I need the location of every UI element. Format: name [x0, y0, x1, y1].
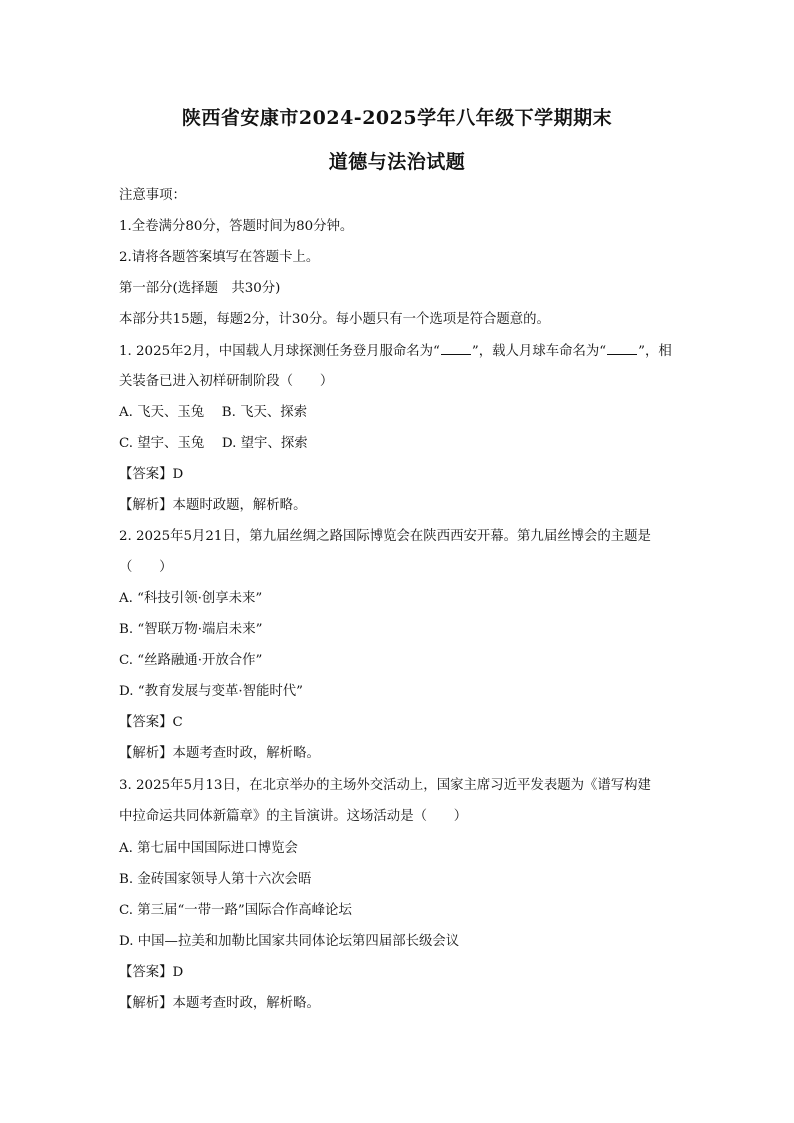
notes-heading: 注意事项：	[119, 188, 186, 203]
question-3-stem: 3. 2025年5月13日，在北京举办的主场外交活动上，国家主席习近平发表题为《谱写构建	[119, 778, 651, 793]
question-3-option-a: A. 第七届中国国际进口博览会	[119, 841, 298, 856]
part1-heading: 第一部分(选择题 共30分)	[119, 281, 281, 296]
question-3-answer: 【答案】D	[119, 965, 184, 980]
question-1-stem-cont: 关装备已进入初样研制阶段（ ）	[119, 374, 334, 389]
q1-blank-2	[607, 342, 637, 355]
exam-title: 陕西省安康市2024-2025学年八年级下学期期末	[181, 107, 613, 129]
part1-intro: 本部分共15题，每题2分，计30分。每小题只有一个选项是符合题意的。	[119, 312, 550, 327]
question-3-option-b: B. 金砖国家领导人第十六次会晤	[119, 872, 312, 887]
question-1-stem	[119, 342, 672, 361]
q1-stem-part-c: ”，相	[638, 344, 672, 359]
question-2-option-a: A. “科技引领·创享未来”	[119, 591, 263, 606]
question-3-option-d: D. 中国—拉美和加勒比国家共同体论坛第四届部长级会议	[119, 934, 460, 949]
question-2-answer: 【答案】C	[119, 715, 183, 730]
question-2-option-c: C. “丝路融通·开放合作”	[119, 653, 263, 668]
question-2-option-b: B. “智联万物·端启未来”	[119, 622, 263, 637]
question-1-analysis: 【解析】本题时政题，解析略。	[119, 498, 307, 513]
question-3-analysis: 【解析】本题考查时政，解析略。	[119, 996, 320, 1011]
q1-stem-part-b: ”，载人月球车命名为“	[471, 344, 607, 359]
question-2-stem: 2. 2025年5月21日，第九届丝绸之路国际博览会在陕西西安开幕。第九届丝博会的主题是	[119, 529, 651, 544]
question-2-analysis: 【解析】本题考查时政，解析略。	[119, 746, 320, 761]
question-1-options-row-2: C. 望宇、玉兔 D. 望宇、探索	[119, 436, 308, 451]
q1-stem-part-a: 1. 2025年2月，中国载人月球探测任务登月服命名为“	[119, 344, 440, 359]
question-2-option-d: D. “教育发展与变革·智能时代”	[119, 684, 304, 699]
question-3-option-c: C. 第三届“一带一路”国际合作高峰论坛	[119, 903, 352, 918]
question-1-options-row-1: A. 飞天、玉兔 B. 飞天、探索	[119, 405, 308, 420]
question-3-stem-cont: 中拉命运共同体新篇章》的主旨演讲。这场活动是（ ）	[119, 809, 468, 824]
question-2-stem-cont: （ ）	[119, 560, 173, 575]
question-1-answer: 【答案】D	[119, 467, 184, 482]
q1-blank-1	[441, 342, 471, 355]
notes-item-2: 2.请将各题答案填写在答题卡上。	[119, 250, 320, 265]
exam-subject-title: 道德与法治试题	[328, 151, 466, 173]
notes-item-1: 1.全卷满分80分，答题时间为80分钟。	[119, 219, 354, 234]
